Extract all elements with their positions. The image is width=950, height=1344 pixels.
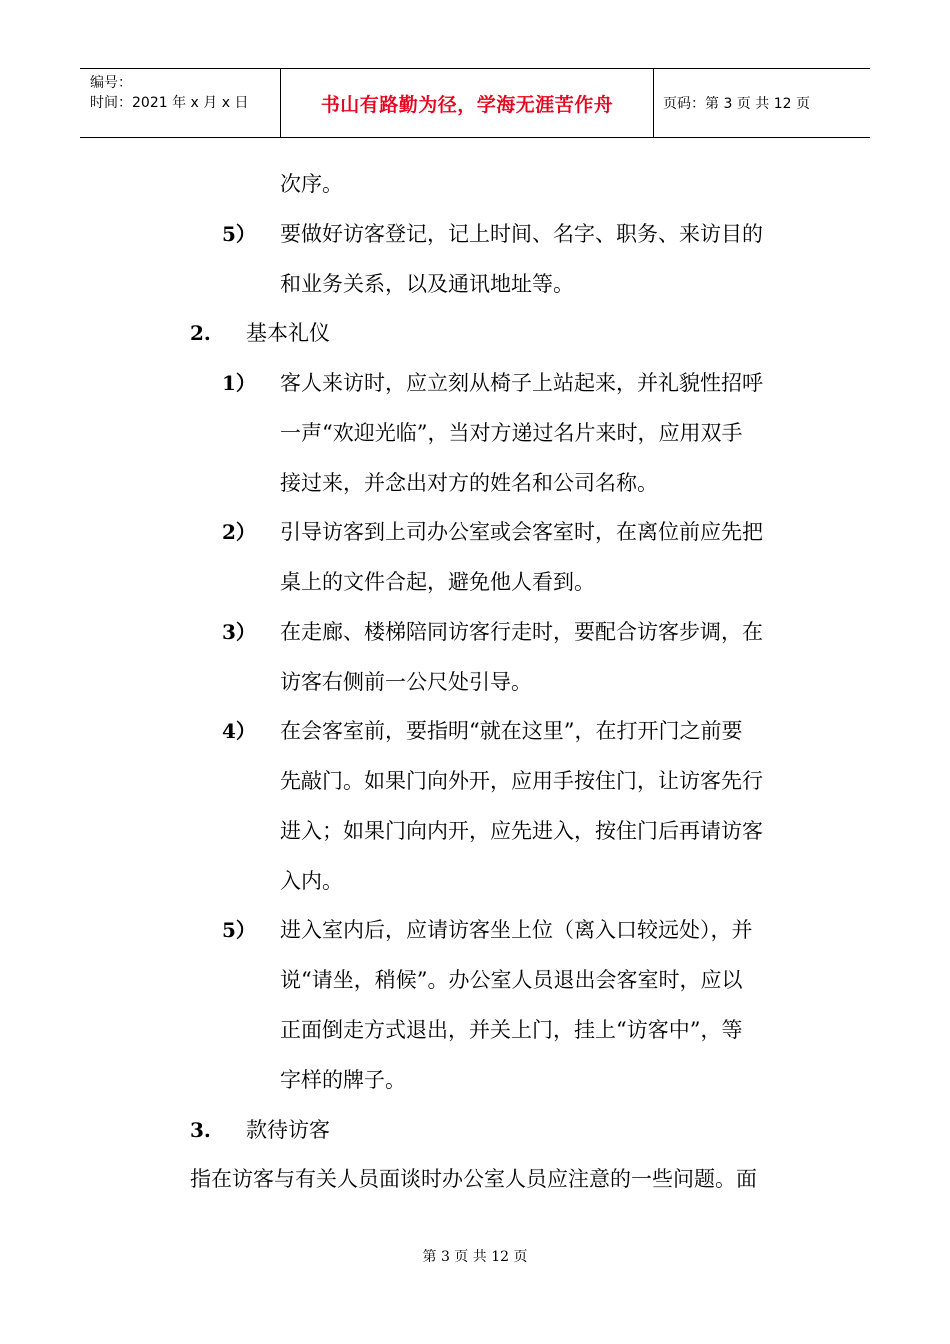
page-footer: 第 3 页 共 12 页 xyxy=(422,1249,528,1265)
text-line: 字样的牌子。 xyxy=(280,1068,406,1092)
section-number: 3. xyxy=(190,1118,211,1142)
text-line: 要做好访客登记，记上时间、名字、职务、来访目的 xyxy=(280,222,763,246)
text-line: 指在访客与有关人员面谈时办公室人员应注意的一些问题。面 xyxy=(190,1167,757,1191)
item-number: 2） xyxy=(222,520,256,544)
text-line: 接过来，并念出对方的姓名和公司名称。 xyxy=(280,471,658,495)
item-number: 3） xyxy=(222,620,256,644)
section-number: 2. xyxy=(190,321,211,345)
text-line: 入内。 xyxy=(280,869,343,893)
text-line: 一声“欢迎光临”，当对方递过名片来时，应用双手 xyxy=(280,421,743,445)
text-line: 正面倒走方式退出，并关上门，挂上“访客中”，等 xyxy=(280,1018,743,1042)
text-line: 说“请坐，稍候”。办公室人员退出会客室时，应以 xyxy=(280,968,743,992)
header-meta xyxy=(80,69,281,137)
text-line: 在会客室前，要指明“就在这里”，在打开门之前要 xyxy=(280,719,743,743)
item-number: 5） xyxy=(222,222,256,246)
text-line: 次序。 xyxy=(280,172,343,196)
text-line: 桌上的文件合起，避免他人看到。 xyxy=(280,570,595,594)
text-line: 引导访客到上司办公室或会客室时，在离位前应先把 xyxy=(280,520,763,544)
text-line: 进入；如果门向内开，应先进入，按住门后再请访客 xyxy=(280,819,763,843)
doc-number-label: 编号： xyxy=(90,75,132,91)
text-line: 访客右侧前一公尺处引导。 xyxy=(280,670,532,694)
text-line: 客人来访时，应立刻从椅子上站起来，并礼貌性招呼 xyxy=(280,371,763,395)
header-page-info: 页码：第 3 页 共 12 页 xyxy=(663,96,810,112)
text-line: 进入室内后，应请访客坐上位（离入口较远处），并 xyxy=(280,918,753,942)
doc-time-label: 时间：2021 年 x 月 x 日 xyxy=(90,95,249,111)
text-line: 在走廊、楼梯陪同访客行走时，要配合访客步调，在 xyxy=(280,620,763,644)
text-line: 和业务关系，以及通讯地址等。 xyxy=(280,272,574,296)
item-number: 5） xyxy=(222,918,256,942)
section-title: 基本礼仪 xyxy=(246,321,330,345)
item-number: 4） xyxy=(222,719,256,743)
section-title: 款待访客 xyxy=(246,1118,330,1142)
header-motto: 书山有路勤为径，学海无涯苦作舟 xyxy=(281,69,654,137)
page-header xyxy=(80,68,870,138)
item-number: 1） xyxy=(222,371,256,395)
text-line: 先敲门。如果门向外开，应用手按住门，让访客先行 xyxy=(280,769,763,793)
